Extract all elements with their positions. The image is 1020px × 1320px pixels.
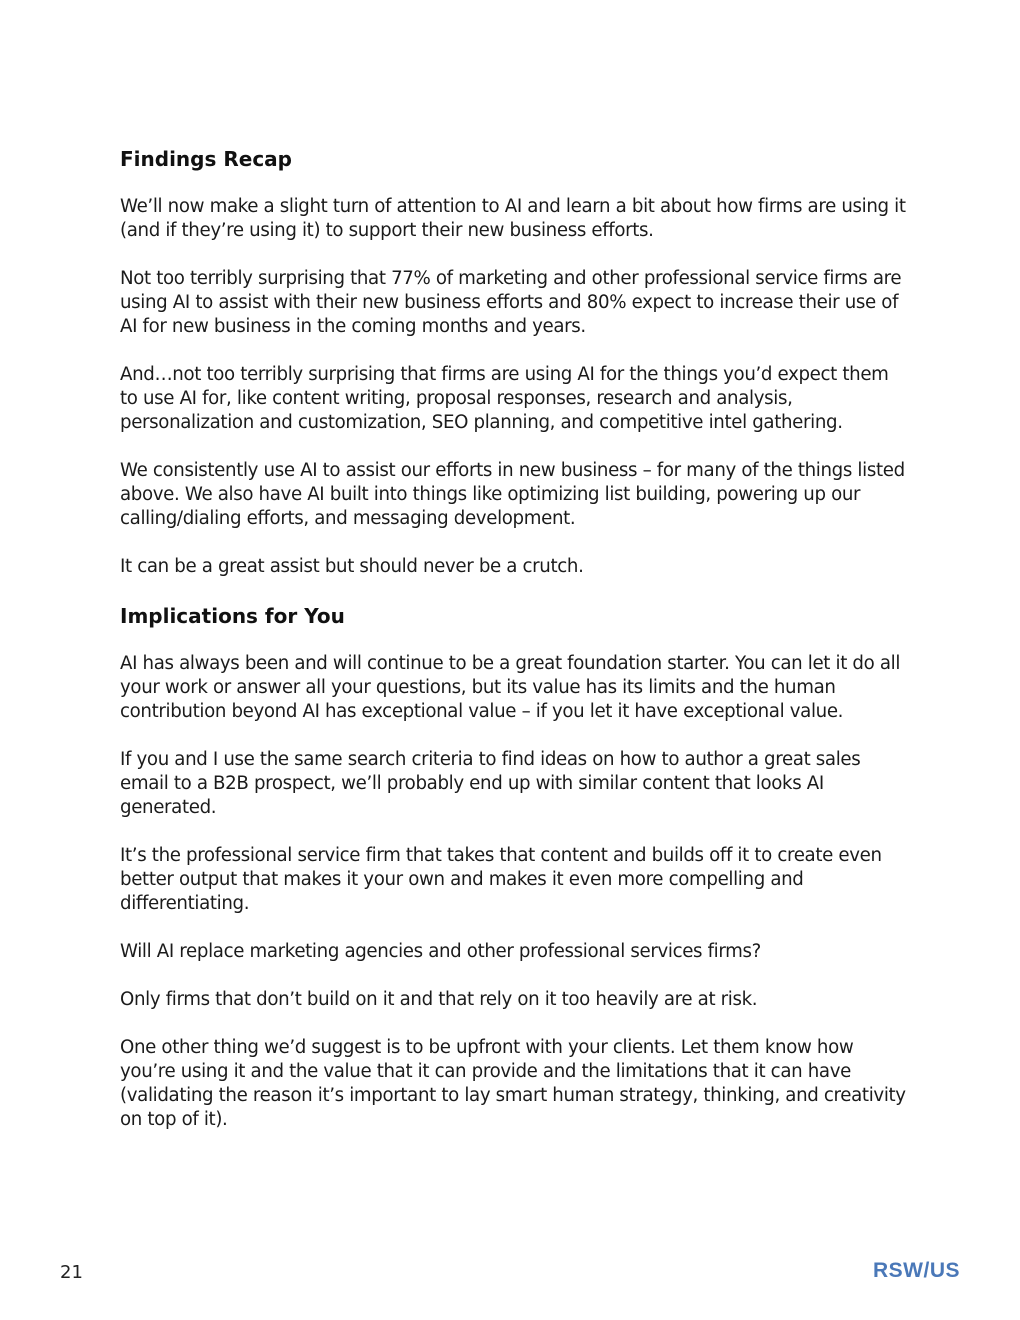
paragraph: One other thing we’d suggest is to be upfront with your clients. Let them know how you’re using it and the value that it can provide and the limitations that it can have (validating the reason it’s important to lay smart human strategy, thinking, and creativity on top of it). bbox=[120, 1037, 906, 1130]
paragraph: It’s the professional service firm that takes that content and builds off it to create even better output that makes it your own and makes it even more compelling and differentiating. bbox=[120, 845, 882, 914]
page-content bbox=[120, 146, 910, 1156]
paragraph: We consistently use AI to assist our efforts in new business – for many of the things listed above. We also have AI built into things like optimizing list building, powering up our calling/dialing efforts, and messaging development. bbox=[120, 460, 905, 529]
page-number: 21 bbox=[60, 1262, 83, 1283]
paragraph: Not too terribly surprising that 77% of marketing and other professional service firms are using AI to assist with their new business efforts and 80% expect to increase their use of AI for new business in the coming months and years. bbox=[120, 268, 902, 337]
paragraph: Only firms that don’t build on it and that rely on it too heavily are at risk. bbox=[120, 989, 758, 1010]
paragraph: It can be a great assist but should never be a crutch. bbox=[120, 556, 584, 577]
paragraph: AI has always been and will continue to be a great foundation starter. You can let it do all your work or answer all your questions, but its value has its limits and the human contribution beyond AI has exceptional value – if you let it have exceptional value. bbox=[120, 653, 901, 722]
paragraph: We’ll now make a slight turn of attention to AI and learn a bit about how firms are using it (and if they’re using it) to support their new business efforts. bbox=[120, 196, 906, 241]
paragraph: If you and I use the same search criteria to find ideas on how to author a great sales email to a B2B prospect, we’ll probably end up with similar content that looks AI generated. bbox=[120, 749, 861, 818]
section-heading-implications: Implications for You bbox=[120, 604, 345, 628]
section-heading-findings-recap: Findings Recap bbox=[120, 147, 292, 171]
paragraph: And…not too terribly surprising that firms are using AI for the things you’d expect them to use AI for, like content writing, proposal responses, research and analysis, personalization and customization, SEO planning, and competitive intel gathering. bbox=[120, 364, 889, 433]
paragraph: Will AI replace marketing agencies and other professional services firms? bbox=[120, 941, 761, 962]
brand-logo: RSW/US bbox=[873, 1259, 960, 1282]
